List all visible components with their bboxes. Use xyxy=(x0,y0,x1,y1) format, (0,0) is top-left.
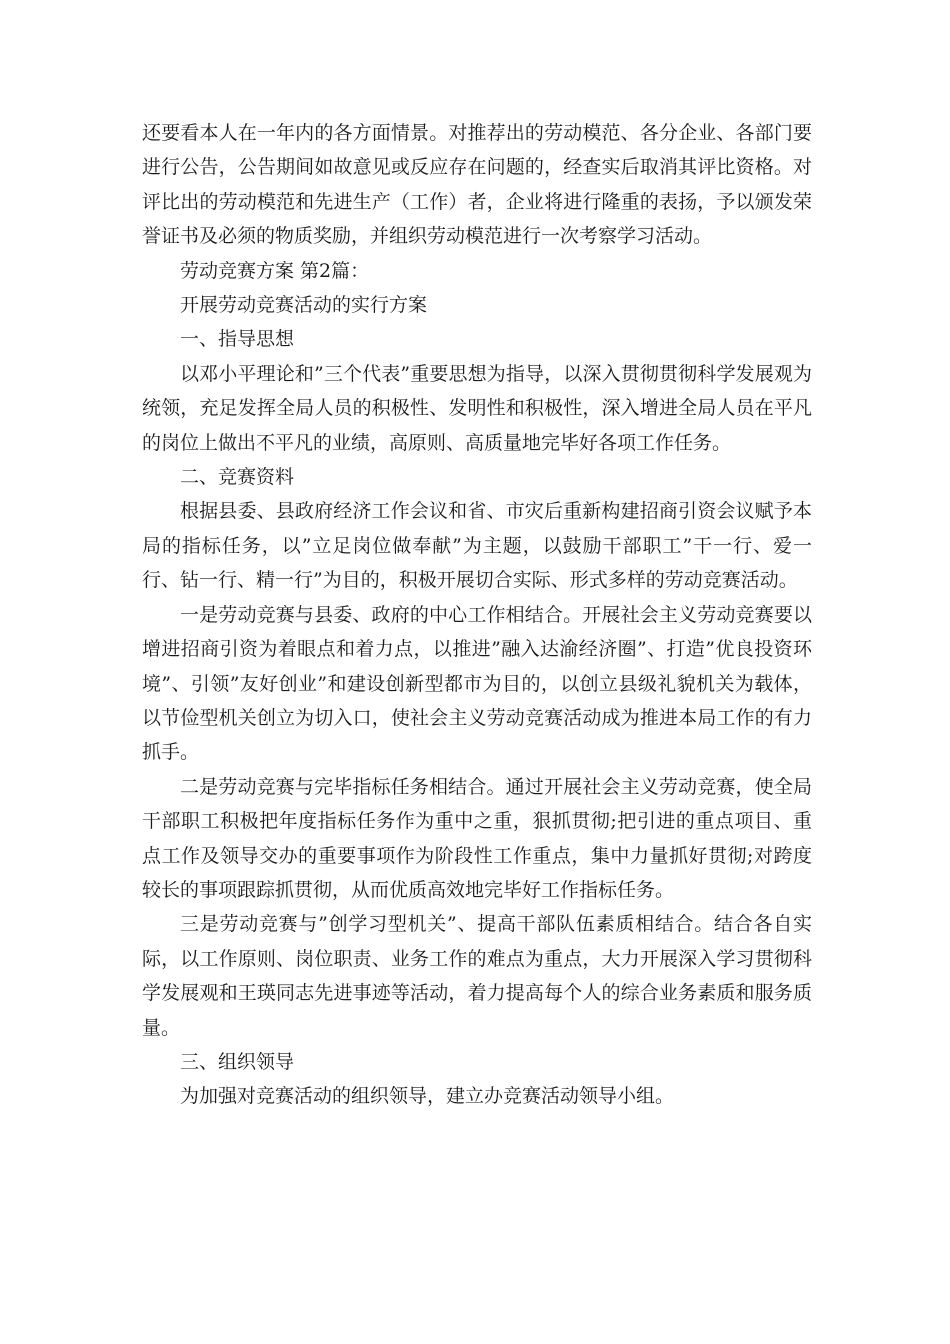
document-body xyxy=(142,116,812,1114)
plan-title: 开展劳动竞赛活动的实行方案 xyxy=(180,294,428,317)
paragraph-competition-basis: 根据县委、县政府经济工作会议和省、市灾后重新构建招商引资会议赋予本局的指标任务，以”立足岗位做奉献”为主题，以鼓励干部职工”干一行、爱一行、钻一行、精一行”为目的，积极开展切合实际、形式多样的劳动竞赛活动。 xyxy=(142,500,812,592)
article-title: 劳动竞赛方案 第2篇： xyxy=(180,259,370,282)
paragraph-organization: 为加强对竞赛活动的组织领导，建立办竞赛活动领导小组。 xyxy=(180,1085,675,1108)
paragraph-point-three: 三是劳动竞赛与”创学习型机关”、提高干部队伍素质相结合。结合各自实际，以工作原则、岗位职责、业务工作的难点为重点，大力开展深入学习贯彻科学发展观和王瑛同志先进事迹等活动，着力提高每个人的综合业务素质和服务质量。 xyxy=(142,913,812,1039)
paragraph-continuation: 还要看本人在一年内的各方面情景。对推荐出的劳动模范、各分企业、各部门要进行公告，公告期间如故意见或反应存在问题的，经查实后取消其评比资格。对评比出的劳动模范和先进生产（工作）者，企业将进行隆重的表扬，予以颁发荣誉证书及必须的物质奖励，并组织劳动模范进行一次考察学习活动。 xyxy=(142,122,812,248)
paragraph-point-two: 二是劳动竞赛与完毕指标任务相结合。通过开展社会主义劳动竞赛，使全局干部职工积极把年度指标任务作为重中之重，狠抓贯彻;把引进的重点项目、重点工作及领导交办的重要事项作为阶段性工作重点，集中力量抓好贯彻;对跨度较长的事项跟踪抓贯彻，从而优质高效地完毕好工作指标任务。 xyxy=(142,775,812,901)
paragraph-guiding-ideology: 以邓小平理论和”三个代表”重要思想为指导，以深入贯彻贯彻科学发展观为统领，充足发挥全局人员的积极性、发明性和积极性，深入增进全局人员在平凡的岗位上做出不平凡的业绩，高原则、高质量地完毕好各项工作任务。 xyxy=(142,362,812,454)
section-heading-organization: 三、组织领导 xyxy=(180,1050,295,1073)
section-heading-guiding-ideology: 一、指导思想 xyxy=(180,328,295,351)
paragraph-point-one: 一是劳动竞赛与县委、政府的中心工作相结合。开展社会主义劳动竞赛要以增进招商引资为着眼点和着力点，以推进”融入达渝经济圈”、打造”优良投资环境”、引领”友好创业”和建设创新型都市为目的，以创立县级礼貌机关为载体，以节俭型机关创立为切入口，使社会主义劳动竞赛活动成为推进本局工作的有力抓手。 xyxy=(142,603,812,764)
section-heading-competition-content: 二、竞赛资料 xyxy=(180,466,295,489)
